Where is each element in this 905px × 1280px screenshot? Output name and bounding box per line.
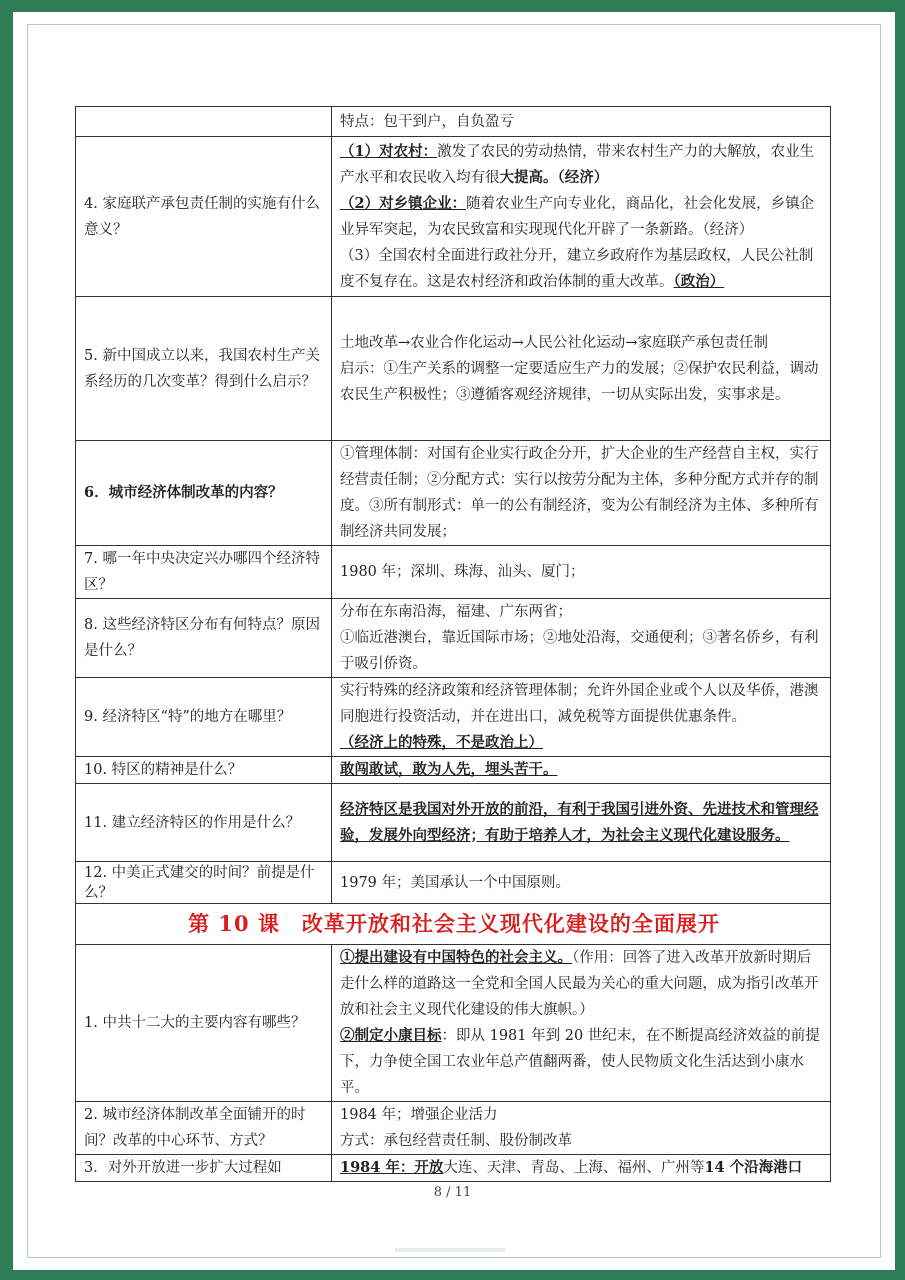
answer-cell	[332, 137, 831, 297]
answer-text: （作用：回答了进入改革开放新时期后走什么样的道路这一全党和全国人民最为关心的重大问题，成为指引改革开放和社会主义现代化建设的伟大旗帜。）	[340, 950, 819, 1018]
table-row	[76, 1155, 831, 1182]
answer-cell	[332, 678, 831, 757]
question-cell: 9. 经济特区“特”的地方在哪里？	[76, 678, 332, 757]
answer-emphasis: ①提出建设有中国特色的社会主义。	[340, 949, 572, 966]
section-row	[76, 904, 831, 945]
answer-cell	[332, 1155, 831, 1182]
answer-text: 方式：承包经营责任制、股份制改革	[340, 1133, 572, 1149]
answer-emphasis: （1）对农村：	[340, 142, 438, 160]
answer-emphasis: （政治）	[673, 272, 725, 290]
question-cell: 1. 中共十二大的主要内容有哪些？	[76, 945, 332, 1102]
section-title: 第 10 课 改革开放和社会主义现代化建设的全面展开	[76, 904, 831, 945]
table-row	[76, 678, 831, 757]
answer-emphasis: 大提高。（经济）	[499, 168, 609, 186]
table-row	[76, 297, 831, 441]
answer-cell: 经济特区是我国对外开放的前沿，有利于我国引进外资、先进技术和管理经验，发展外向型经济；有助于培养人才，为社会主义现代化建设服务。	[332, 784, 831, 862]
answer-cell: 敢闯敢试，敢为人先，埋头苦干。	[332, 757, 831, 784]
table-row	[76, 441, 831, 546]
answer-cell	[332, 599, 831, 678]
answer-text: ：即从 1981 年到 20 世纪末，在不断提高经济效益的前提下，力争使全国工农业年总产值翻两番，使人民物质文化生活达到小康水平。	[340, 1028, 820, 1096]
answer-cell: 1980 年；深圳、珠海、汕头、厦门；	[332, 546, 831, 599]
question-cell: 12. 中美正式建交的时间？前提是什么？	[76, 862, 332, 904]
table-row	[76, 1102, 831, 1155]
question-cell: 2. 城市经济体制改革全面铺开的时间？改革的中心环节、方式？	[76, 1102, 332, 1155]
table-row	[76, 546, 831, 599]
answer-cell	[332, 297, 831, 441]
answer-text: 实行特殊的经济政策和经济管理体制；允许外国企业或个人以及华侨，港澳同胞进行投资活动，并在进出口，减免税等方面提供优惠条件。	[340, 683, 819, 725]
answer-emphasis: （2）对乡镇企业：	[340, 194, 467, 212]
answer-text: 启示：①生产关系的调整一定要适应生产力的发展；②保护农民利益，调动农民生产积极性；③遵循客观经济规律，一切从实际出发，实事求是。	[340, 360, 819, 403]
table-row	[76, 784, 831, 862]
answer-text: 随着农业生产向专业化，商品化，社会化发展，乡镇企业异军突起，为农民致富和实现现代化开辟了一条新路。（经济）	[340, 195, 815, 238]
table-row	[76, 137, 831, 297]
answer-text: （3）全国农村全面进行政社分开，建立乡政府作为基层政权，人民公社制度不复存在。这是农村经济和政治体制的重大改革。	[340, 247, 814, 290]
table-row	[76, 945, 831, 1102]
question-cell	[76, 107, 332, 137]
answer-emphasis: 14 个沿海港口	[704, 1159, 803, 1176]
question-cell: 3．对外开放进一步扩大过程如	[76, 1155, 332, 1182]
question-cell: 6．城市经济体制改革的内容？	[76, 441, 332, 546]
table-row	[76, 599, 831, 678]
answer-cell	[332, 945, 831, 1102]
page-number: 8 / 11	[433, 1185, 472, 1200]
qa-table	[75, 106, 831, 1182]
answer-text: 大连、天津、青岛、上海、福州、广州等	[443, 1160, 705, 1176]
answer-text: 1984 年；增强企业活力	[340, 1107, 498, 1123]
question-cell: 5. 新中国成立以来，我国农村生产关系经历的几次变革？得到什么启示？	[76, 297, 332, 441]
question-cell: 11. 建立经济特区的作用是什么？	[76, 784, 332, 862]
question-cell: 10. 特区的精神是什么？	[76, 757, 332, 784]
watermark-smudge	[395, 1248, 505, 1252]
answer-cell: 1979 年；美国承认一个中国原则。	[332, 862, 831, 904]
question-cell: 8. 这些经济特区分布有何特点？原因是什么？	[76, 599, 332, 678]
answer-cell: 特点：包干到户，自负盈亏	[332, 107, 831, 137]
question-cell: 4. 家庭联产承包责任制的实施有什么意义？	[76, 137, 332, 297]
answer-text: ①临近港澳台，靠近国际市场；②地处沿海，交通便利；③著名侨乡，有利于吸引侨资。	[340, 630, 819, 672]
answer-emphasis: 1984 年：开放	[340, 1159, 444, 1176]
table-row	[76, 757, 831, 784]
answer-emphasis: ②制定小康目标	[340, 1027, 442, 1044]
answer-text: 土地改革→农业合作化运动→人民公社化运动→家庭联产承包责任制	[340, 334, 768, 351]
table-row	[76, 107, 831, 137]
answer-emphasis: （经济上的特殊，不是政治上）	[340, 734, 543, 751]
answer-text: 分布在东南沿海，福建、广东两省；	[340, 604, 572, 620]
answer-cell: ①管理体制：对国有企业实行政企分开，扩大企业的生产经营自主权，实行经营责任制；②分配方式：实行以按劳分配为主体，多种分配方式并存的制度。③所有制形式：单一的公有制经济，变为公有制经济为主体、多种所有制经济共同发展；	[332, 441, 831, 546]
answer-text: 激发了农民的劳动热情，带来农村生产力的大解放，农业生产水平和农民收入均有很	[340, 143, 815, 186]
question-cell: 7. 哪一年中央决定兴办哪四个经济特区？	[76, 546, 332, 599]
table-row	[76, 862, 831, 904]
answer-cell	[332, 1102, 831, 1155]
